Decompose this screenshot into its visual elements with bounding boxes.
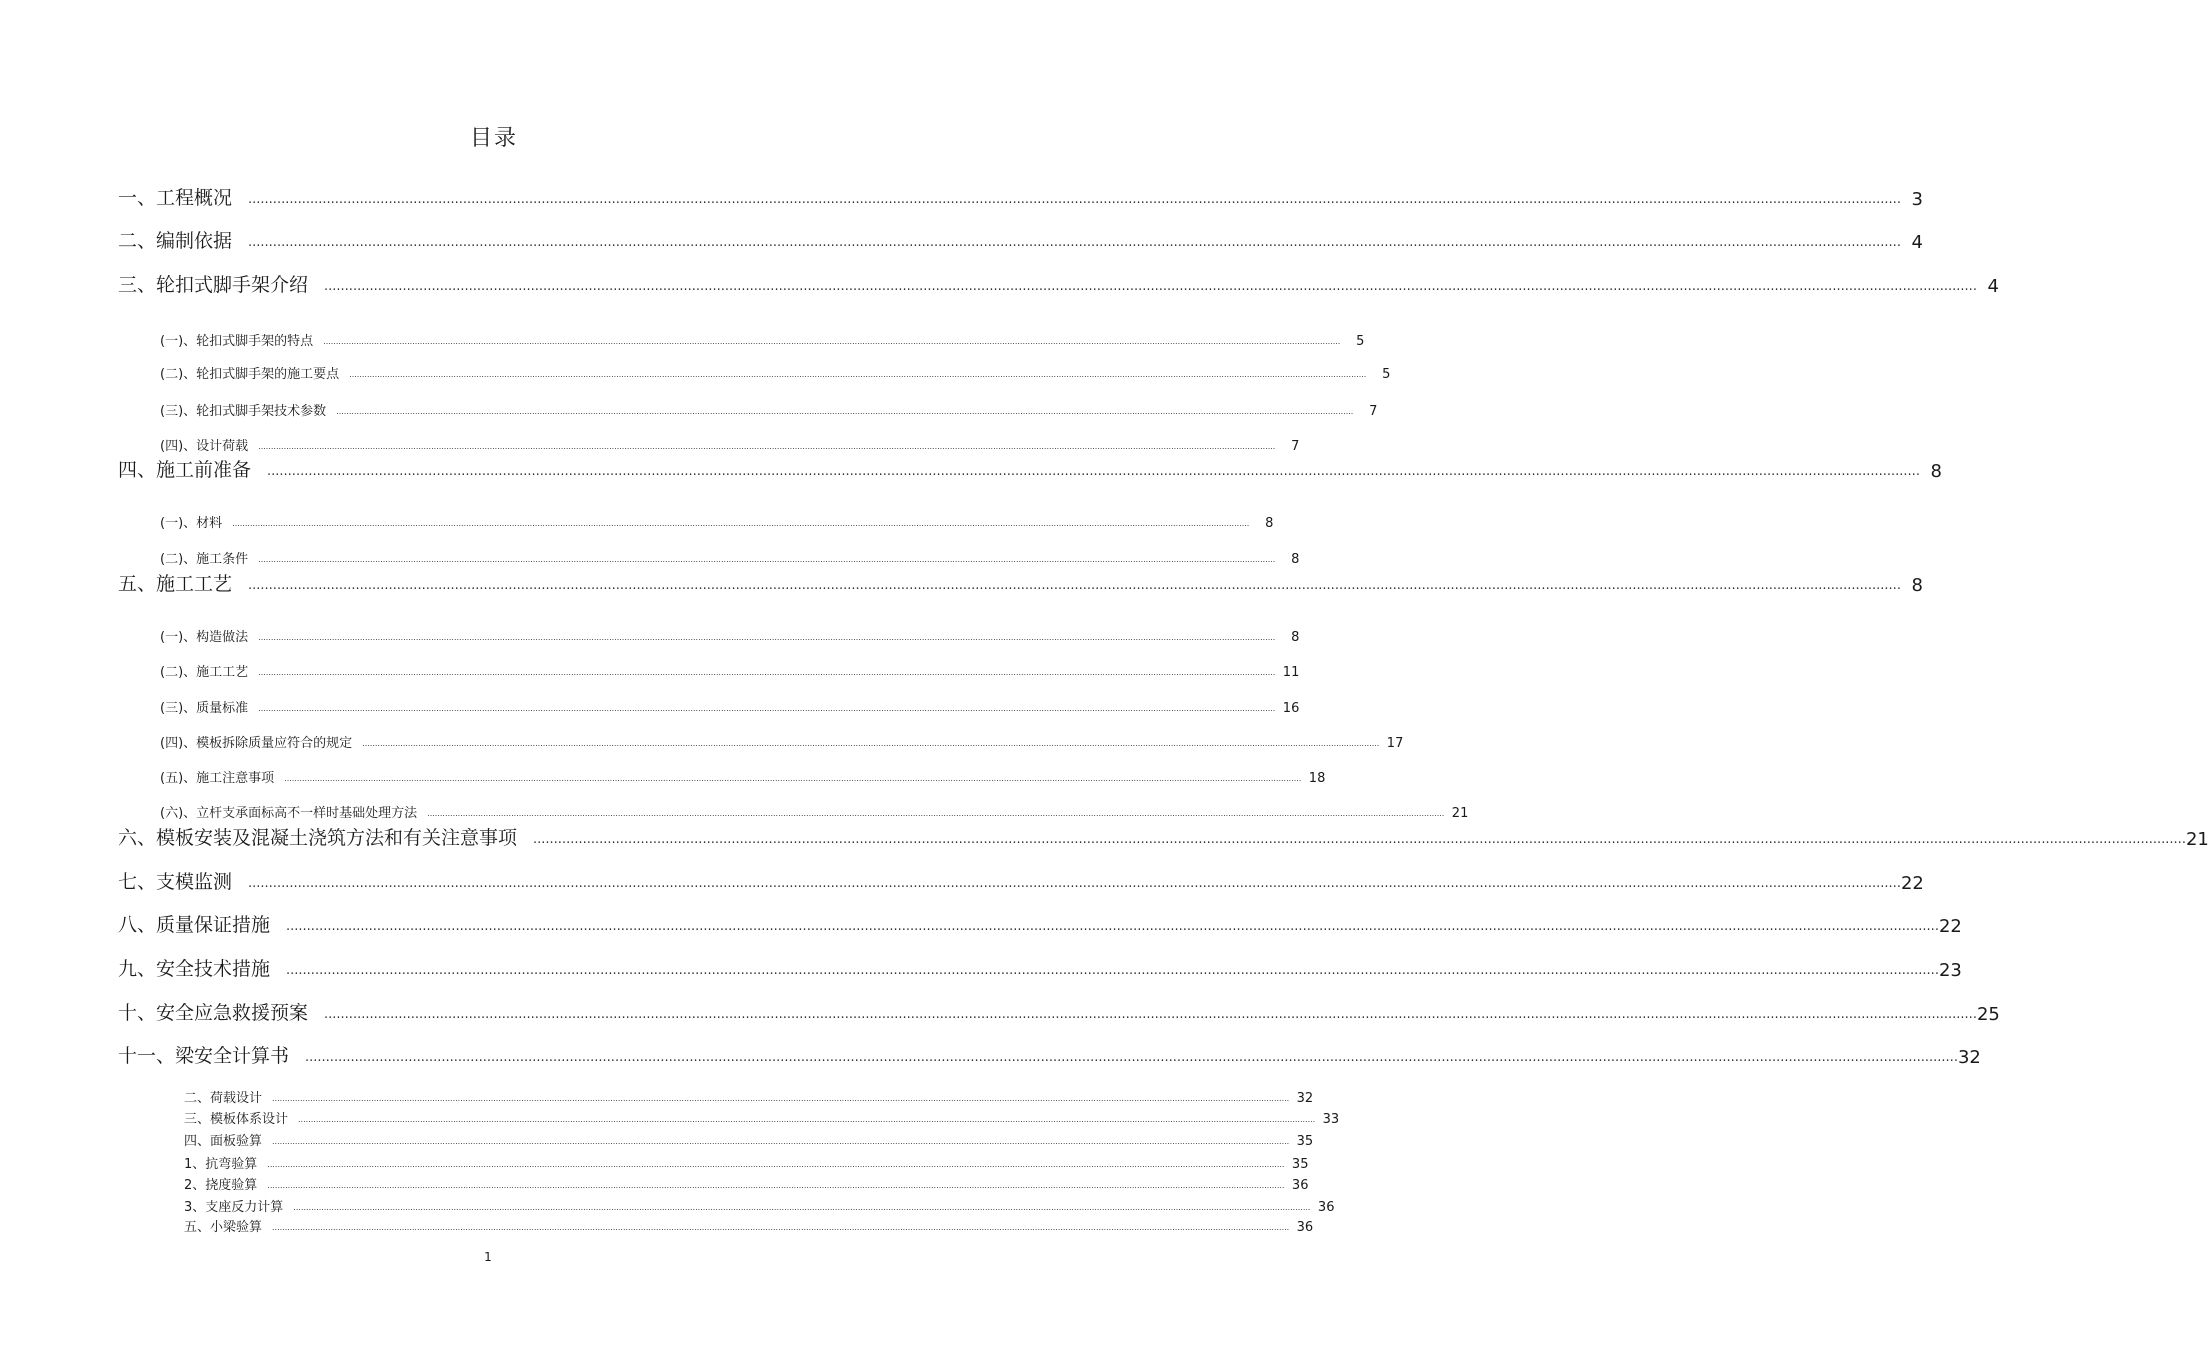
toc-section-entry[interactable] — [160, 325, 1365, 349]
toc-chapter-entry[interactable] — [118, 913, 1962, 937]
page-number: 1 — [484, 1250, 492, 1264]
toc-dot-leader: ................................................................................................................................................................................................................................................................................................................................................................................................................ — [336, 407, 1354, 416]
toc-section-entry[interactable] — [184, 1195, 1335, 1215]
toc-entry-label: (五)、施工注意事项 — [160, 771, 275, 786]
toc-entry-page: 7 — [1369, 404, 1378, 419]
toc-dot-leader: ................................................................................................................................................................................................................................................................................................................................................................................................................ — [427, 809, 1445, 818]
toc-entry-label: (二)、轮扣式脚手架的施工要点 — [160, 367, 340, 382]
toc-entry-label: 三、轮扣式脚手架介绍 — [118, 274, 309, 296]
toc-entry-page: 8 — [1291, 630, 1300, 645]
toc-dot-leader: ................................................................................................................................................................................................................................................................................................................................................................................................................ — [267, 1160, 1285, 1169]
toc-entry-label: (四)、模板拆除质量应符合的规定 — [160, 736, 353, 751]
toc-entry-page: 33 — [1322, 1112, 1340, 1127]
toc-entry-page: 8 — [1291, 552, 1300, 567]
toc-entry-page: 36 — [1291, 1178, 1309, 1193]
toc-entry-label: (一)、构造做法 — [160, 630, 249, 645]
toc-section-entry[interactable] — [160, 692, 1300, 716]
toc-entry-page: 8 — [1265, 516, 1274, 531]
toc-entry-page: 35 — [1296, 1134, 1314, 1149]
toc-entry-label: 二、编制依据 — [118, 230, 233, 252]
toc-section-entry[interactable] — [184, 1107, 1340, 1127]
toc-dot-leader: ................................................................................................................................................................................................................................................................................................................................................................................................................ — [286, 919, 1939, 934]
toc-entry-label: (三)、质量标准 — [160, 701, 249, 716]
toc-chapter-entry[interactable] — [118, 229, 1923, 253]
toc-dot-leader: ................................................................................................................................................................................................................................................................................................................................................................................................................ — [258, 555, 1276, 564]
toc-dot-leader: ................................................................................................................................................................................................................................................................................................................................................................................................................ — [284, 774, 1302, 783]
toc-entry-label: 八、质量保证措施 — [118, 914, 271, 936]
toc-entry-page: 4 — [1911, 232, 1923, 253]
toc-entry-page: 3 — [1911, 189, 1923, 210]
toc-entry-page: 35 — [1291, 1157, 1309, 1172]
toc-entry-page: 4 — [1987, 276, 1999, 297]
toc-dot-leader: ................................................................................................................................................................................................................................................................................................................................................................................................................ — [267, 1181, 1285, 1190]
toc-dot-leader: ................................................................................................................................................................................................................................................................................................................................................................................................................ — [258, 704, 1276, 713]
toc-entry-page: 32 — [1957, 1047, 1981, 1068]
toc-chapter-entry[interactable] — [118, 186, 1923, 210]
toc-entry-label: 十、安全应急救援预案 — [118, 1002, 309, 1024]
toc-section-entry[interactable] — [184, 1129, 1314, 1149]
toc-entry-label: 四、面板验算 — [184, 1134, 263, 1149]
toc-entry-page: 21 — [1451, 806, 1469, 821]
toc-dot-leader: ................................................................................................................................................................................................................................................................................................................................................................................................................ — [305, 1050, 1958, 1065]
toc-entry-page: 8 — [1930, 461, 1942, 482]
toc-dot-leader: ................................................................................................................................................................................................................................................................................................................................................................................................................ — [232, 519, 1250, 528]
toc-dot-leader: ................................................................................................................................................................................................................................................................................................................................................................................................................ — [272, 1094, 1290, 1103]
toc-entry-label: (一)、轮扣式脚手架的特点 — [160, 334, 314, 349]
toc-entry-label: 七、支模监测 — [118, 871, 233, 893]
toc-entry-label: (二)、施工条件 — [160, 552, 249, 567]
toc-chapter-entry[interactable] — [118, 572, 1923, 596]
toc-section-entry[interactable] — [160, 621, 1300, 645]
toc-entry-label: 二、荷载设计 — [184, 1091, 263, 1106]
toc-entry-label: (四)、设计荷载 — [160, 439, 249, 454]
toc-dot-leader: ................................................................................................................................................................................................................................................................................................................................................................................................................ — [258, 442, 1276, 451]
toc-entry-label: 三、模板体系设计 — [184, 1112, 289, 1127]
toc-entry-page: 5 — [1382, 367, 1391, 382]
toc-entry-label: (一)、材料 — [160, 516, 223, 531]
toc-section-entry[interactable] — [160, 358, 1391, 382]
toc-chapter-entry[interactable] — [118, 1044, 1981, 1068]
toc-dot-leader: ................................................................................................................................................................................................................................................................................................................................................................................................................ — [533, 832, 2186, 847]
toc-chapter-entry[interactable] — [118, 273, 1999, 297]
toc-entry-page: 11 — [1282, 665, 1300, 680]
toc-dot-leader: ................................................................................................................................................................................................................................................................................................................................................................................................................ — [323, 337, 1341, 346]
toc-entry-label: (三)、轮扣式脚手架技术参数 — [160, 404, 327, 419]
toc-entry-page: 8 — [1911, 575, 1923, 596]
toc-title: 目录 — [469, 126, 518, 151]
toc-entry-page: 18 — [1308, 771, 1326, 786]
toc-entry-page: 16 — [1282, 701, 1300, 716]
toc-chapter-entry[interactable] — [118, 458, 1942, 482]
toc-section-entry[interactable] — [160, 395, 1378, 419]
toc-chapter-entry[interactable] — [118, 1001, 2000, 1025]
toc-entry-label: (六)、立杆支承面标高不一样时基础处理方法 — [160, 806, 418, 821]
toc-dot-leader: ................................................................................................................................................................................................................................................................................................................................................................................................................ — [272, 1223, 1290, 1232]
toc-entry-label: 五、施工工艺 — [118, 573, 233, 595]
toc-section-entry[interactable] — [184, 1215, 1314, 1235]
toc-section-entry[interactable] — [160, 543, 1300, 567]
toc-entry-page: 25 — [1976, 1004, 2000, 1025]
toc-dot-leader: ................................................................................................................................................................................................................................................................................................................................................................................................................ — [286, 963, 1939, 978]
toc-entry-label: 3、支座反力计算 — [184, 1200, 284, 1215]
toc-dot-leader: ................................................................................................................................................................................................................................................................................................................................................................................................................ — [298, 1115, 1316, 1124]
toc-section-entry[interactable] — [160, 430, 1300, 454]
toc-dot-leader: ................................................................................................................................................................................................................................................................................................................................................................................................................ — [248, 235, 1901, 250]
toc-entry-page: 32 — [1296, 1091, 1314, 1106]
toc-section-entry[interactable] — [160, 727, 1404, 751]
toc-entry-page: 36 — [1317, 1200, 1335, 1215]
toc-dot-leader: ................................................................................................................................................................................................................................................................................................................................................................................................................ — [324, 1007, 1977, 1022]
toc-section-entry[interactable] — [160, 762, 1326, 786]
toc-entry-label: 四、施工前准备 — [118, 459, 252, 481]
toc-entry-page: 23 — [1938, 960, 1962, 981]
toc-entry-label: 2、挠度验算 — [184, 1178, 258, 1193]
toc-entry-page: 22 — [1938, 916, 1962, 937]
toc-dot-leader: ................................................................................................................................................................................................................................................................................................................................................................................................................ — [267, 464, 1920, 479]
toc-entry-page: 7 — [1291, 439, 1300, 454]
toc-entry-label: 十一、梁安全计算书 — [118, 1045, 290, 1067]
toc-section-entry[interactable] — [160, 507, 1274, 531]
toc-entry-label: 五、小梁验算 — [184, 1220, 263, 1235]
toc-entry-page: 5 — [1356, 334, 1365, 349]
toc-dot-leader: ................................................................................................................................................................................................................................................................................................................................................................................................................ — [349, 370, 1367, 379]
toc-dot-leader: ................................................................................................................................................................................................................................................................................................................................................................................................................ — [258, 668, 1276, 677]
toc-entry-label: 1、抗弯验算 — [184, 1157, 258, 1172]
toc-entry-page: 21 — [2185, 829, 2209, 850]
toc-section-entry[interactable] — [184, 1152, 1309, 1172]
toc-entry-page: 36 — [1296, 1220, 1314, 1235]
toc-section-entry[interactable] — [184, 1086, 1314, 1106]
toc-dot-leader: ................................................................................................................................................................................................................................................................................................................................................................................................................ — [248, 876, 1901, 891]
toc-section-entry[interactable] — [184, 1173, 1309, 1193]
toc-entry-label: 六、模板安装及混凝土浇筑方法和有关注意事项 — [118, 827, 518, 849]
toc-chapter-entry[interactable] — [118, 826, 2209, 850]
toc-chapter-entry[interactable] — [118, 870, 1924, 894]
toc-entry-label: 九、安全技术措施 — [118, 958, 271, 980]
toc-chapter-entry[interactable] — [118, 957, 1962, 981]
toc-section-entry[interactable] — [160, 656, 1300, 680]
toc-entry-page: 17 — [1386, 736, 1404, 751]
toc-dot-leader: ................................................................................................................................................................................................................................................................................................................................................................................................................ — [293, 1203, 1311, 1212]
toc-dot-leader: ................................................................................................................................................................................................................................................................................................................................................................................................................ — [324, 279, 1977, 294]
toc-dot-leader: ................................................................................................................................................................................................................................................................................................................................................................................................................ — [248, 192, 1901, 207]
toc-entry-label: 一、工程概况 — [118, 187, 233, 209]
toc-dot-leader: ................................................................................................................................................................................................................................................................................................................................................................................................................ — [248, 578, 1901, 593]
toc-entry-label: (二)、施工工艺 — [160, 665, 249, 680]
toc-dot-leader: ................................................................................................................................................................................................................................................................................................................................................................................................................ — [362, 739, 1380, 748]
toc-dot-leader: ................................................................................................................................................................................................................................................................................................................................................................................................................ — [272, 1137, 1290, 1146]
toc-section-entry[interactable] — [160, 797, 1469, 821]
toc-entry-page: 22 — [1900, 873, 1924, 894]
toc-dot-leader: ................................................................................................................................................................................................................................................................................................................................................................................................................ — [258, 633, 1276, 642]
